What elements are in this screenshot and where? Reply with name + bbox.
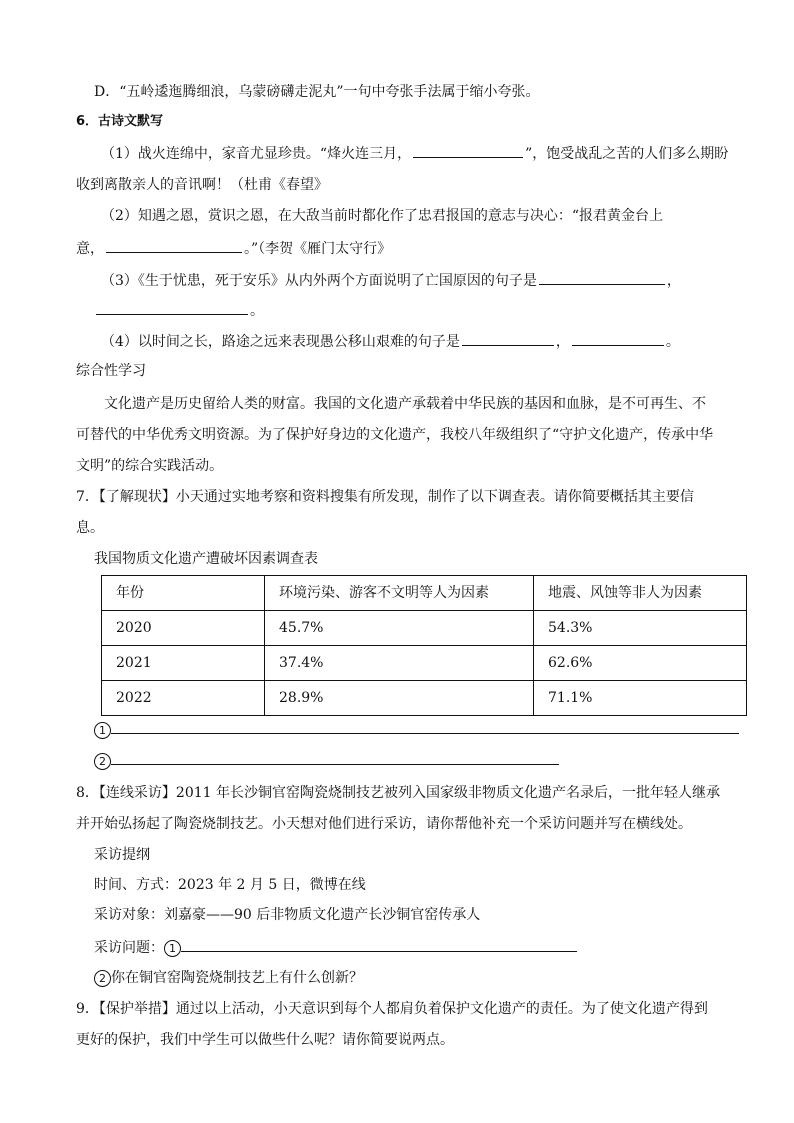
section-title: 综合性学习 bbox=[76, 363, 146, 379]
table-row bbox=[102, 646, 747, 681]
table-cell: 2022 bbox=[102, 681, 265, 716]
q6-title: 6．古诗文默写 bbox=[76, 114, 164, 129]
option-d: D．“五岭逶迤腾细浪，乌蒙磅礴走泥丸”一句中夸张手法属于缩小夸张。 bbox=[94, 84, 540, 100]
q7-answer-line1 bbox=[94, 719, 741, 740]
circled-number: 2 bbox=[94, 753, 111, 770]
blank-answer[interactable] bbox=[572, 331, 664, 346]
table-header-cell: 年份 bbox=[102, 576, 265, 611]
q6-item2-text-a: 意， bbox=[76, 241, 104, 257]
intro-line2: 可替代的中华优秀文明资源。为了保护好身边的文化遗产，我校八年级组织了“守护文化遗产，传承中华 bbox=[76, 427, 714, 443]
blank-answer[interactable] bbox=[539, 270, 665, 285]
blank-answer[interactable] bbox=[106, 238, 242, 253]
table-row bbox=[102, 681, 747, 716]
survey-table bbox=[101, 575, 747, 716]
q6-item3-text-c: 。 bbox=[250, 303, 264, 319]
blank-answer[interactable] bbox=[462, 331, 554, 346]
interview-question-2 bbox=[94, 968, 363, 988]
table-cell: 71.1% bbox=[534, 681, 747, 716]
q6-item2-text-b: 。”（李贺《雁门太守行》 bbox=[244, 241, 392, 257]
q6-item1-line1 bbox=[101, 143, 728, 164]
q6-item4-text-a: （4）以时间之长，路途之远来表现愚公移山艰难的句子是 bbox=[101, 334, 460, 350]
table-row bbox=[102, 611, 747, 646]
table-cell: 54.3% bbox=[534, 611, 747, 646]
circled-number: 1 bbox=[94, 722, 111, 739]
answer-line[interactable] bbox=[181, 937, 577, 952]
question-2-text: 你在铜官窑陶瓷烧制技艺上有什么创新？ bbox=[111, 970, 363, 986]
circled-number: 2 bbox=[94, 970, 111, 987]
q6-item1-line2: 收到离散亲人的音讯啊！（杜甫《春望》 bbox=[76, 177, 328, 193]
table-cell: 2021 bbox=[102, 646, 265, 681]
q7-answer-line2 bbox=[94, 750, 561, 771]
circled-number: 1 bbox=[164, 940, 181, 957]
table-cell: 62.6% bbox=[534, 646, 747, 681]
answer-line[interactable] bbox=[111, 719, 739, 734]
q8-line2: 并开始弘扬起了陶瓷烧制技艺。小天想对他们进行采访，请你帮他补充一个采访问题并写在横线处。 bbox=[76, 816, 692, 832]
table-cell: 37.4% bbox=[265, 646, 534, 681]
q9-line2: 更好的保护，我们中学生可以做些什么呢？请你简要说两点。 bbox=[76, 1032, 454, 1048]
q6-item3-text-a: （3）《生于忧患，死于安乐》从内外两个方面说明了亡国原因的句子是 bbox=[101, 273, 537, 289]
q6-item4-line1 bbox=[101, 331, 680, 352]
intro-line3: 文明”的综合实践活动。 bbox=[76, 458, 224, 474]
q7-line1: 7．【了解现状】小天通过实地考察和资料搜集有所发现，制作了以下调查表。请你简要概括其主要信 bbox=[76, 489, 694, 505]
q6-item4-text-c: 。 bbox=[665, 334, 680, 350]
table-header-cell: 环境污染、游客不文明等人为因素 bbox=[265, 576, 534, 611]
question-label: 采访问题： bbox=[94, 940, 164, 956]
blank-answer[interactable] bbox=[413, 143, 523, 158]
q6-item3-line1 bbox=[101, 270, 681, 291]
interview-time: 时间、方式：2023 年 2 月 5 日，微博在线 bbox=[94, 877, 366, 893]
intro-line1: 文化遗产是历史留给人类的财富。我国的文化遗产承载着中华民族的基因和血脉，是不可再生、不 bbox=[104, 396, 706, 412]
q6-item1-text-b: ”，饱受战乱之苦的人们多么期盼 bbox=[525, 146, 729, 162]
answer-line[interactable] bbox=[111, 750, 559, 765]
q9-line1: 9．【保护举措】通过以上活动，小天意识到每个人都肩负着保护文化遗产的责任。为了使文化遗产得到 bbox=[76, 1001, 708, 1017]
table-cell: 28.9% bbox=[265, 681, 534, 716]
interview-target: 采访对象：刘嘉豪——90 后非物质文化遗产长沙铜官窑传承人 bbox=[94, 907, 481, 923]
q6-item3-text-b: ， bbox=[666, 273, 681, 289]
q7-line2: 息。 bbox=[76, 520, 104, 536]
q8-line1: 8．【连线采访】2011 年长沙铜官窑陶瓷烧制技艺被列入国家级非物质文化遗产名录后，一批年轻人继承 bbox=[76, 785, 720, 801]
table-header-row bbox=[102, 576, 747, 611]
blank-answer[interactable] bbox=[96, 300, 248, 315]
q6-item1-text-a: （1）战火连绵中，家音尤显珍贵。“烽火连三月， bbox=[101, 146, 412, 162]
q6-item2-line1: （2）知遇之恩，赏识之恩，在大敌当前时都化作了忠君报国的意志与决心：“报君黄金台上 bbox=[101, 208, 664, 224]
q6-item4-text-b: ， bbox=[555, 334, 570, 350]
table-header-cell: 地震、风蚀等非人为因素 bbox=[534, 576, 747, 611]
interview-question-1 bbox=[94, 937, 579, 958]
table-title: 我国物质文化遗产遭破坏因素调查表 bbox=[94, 551, 318, 567]
q6-item2-line2 bbox=[76, 238, 391, 259]
table-cell: 45.7% bbox=[265, 611, 534, 646]
outline-title: 采访提纲 bbox=[94, 847, 150, 863]
table-cell: 2020 bbox=[102, 611, 265, 646]
q6-item3-line2 bbox=[94, 300, 264, 321]
